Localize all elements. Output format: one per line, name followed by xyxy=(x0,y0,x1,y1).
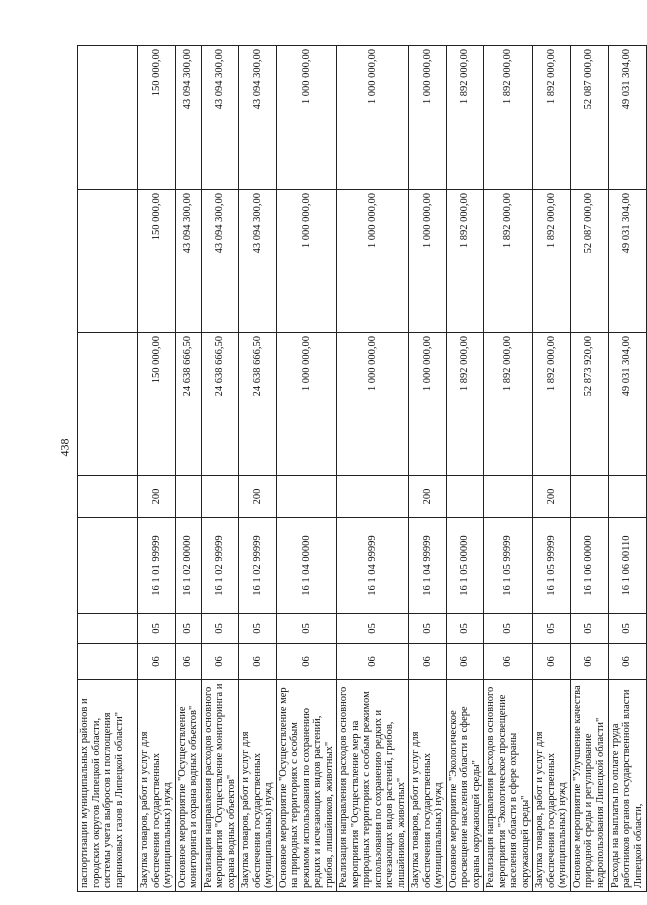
table-row xyxy=(276,46,337,892)
cell-v2: 43 094 300,00 xyxy=(239,190,277,333)
cell-vr xyxy=(446,476,484,518)
cell-name: Реализация направления расходов основного мероприятия "Осуществление мер на природных территориях с особым режимом использования по сохранению редких и исчезающих видов растений, грибов, лишайников, животных" xyxy=(337,680,409,892)
cell-vr: 200 xyxy=(533,476,571,518)
cell-gr: 06 xyxy=(337,644,409,680)
cell-csr: 16 1 05 99999 xyxy=(484,518,533,614)
cell-name: Реализация направления расходов основного мероприятия "Экологическое просвещение населения области в сфере охраны окружающей среды" xyxy=(484,680,533,892)
cell-v1: 1 000 000,00 xyxy=(337,333,409,476)
cell-vr xyxy=(276,476,337,518)
cell-v2: 43 094 300,00 xyxy=(201,190,239,333)
cell-vr xyxy=(570,476,608,518)
cell-vr xyxy=(78,476,138,518)
table-row xyxy=(484,46,533,892)
cell-pr: 05 xyxy=(239,614,277,644)
cell-csr: 16 1 02 99999 xyxy=(239,518,277,614)
cell-vr xyxy=(484,476,533,518)
cell-v3: 1 892 000,00 xyxy=(484,46,533,190)
cell-name: Закупка товаров, работ и услуг для обеспечения государственных (муниципальных) нужд xyxy=(409,680,447,892)
cell-v3: 1 000 000,00 xyxy=(409,46,447,190)
cell-csr xyxy=(78,518,138,614)
cell-name: Основное мероприятие "Улучшение качества природной среды и регулирование недропользования Липецкой области" xyxy=(570,680,608,892)
table-row xyxy=(446,46,484,892)
cell-gr xyxy=(78,644,138,680)
cell-v1: 1 892 000,00 xyxy=(446,333,484,476)
cell-gr: 06 xyxy=(239,644,277,680)
cell-pr: 05 xyxy=(409,614,447,644)
cell-pr: 05 xyxy=(201,614,239,644)
cell-csr: 16 1 02 00000 xyxy=(175,518,201,614)
budget-table xyxy=(77,45,647,892)
cell-vr: 200 xyxy=(239,476,277,518)
cell-v2: 1 892 000,00 xyxy=(446,190,484,333)
table-row xyxy=(201,46,239,892)
cell-gr: 06 xyxy=(409,644,447,680)
cell-name: Закупка товаров, работ и услуг для обеспечения государственных (муниципальных) нужд xyxy=(239,680,277,892)
cell-pr: 05 xyxy=(608,614,646,644)
cell-v2: 1 892 000,00 xyxy=(484,190,533,333)
cell-name: Закупка товаров, работ и услуг для обеспечения государственных (муниципальных) нужд xyxy=(533,680,571,892)
cell-pr: 05 xyxy=(138,614,176,644)
cell-pr: 05 xyxy=(570,614,608,644)
cell-v1: 24 638 666,50 xyxy=(175,333,201,476)
cell-pr: 05 xyxy=(337,614,409,644)
cell-v1: 49 031 304,00 xyxy=(608,333,646,476)
cell-name: Реализация направления расходов основного мероприятия "Осуществление мониторинга и охрана водных объектов" xyxy=(201,680,239,892)
cell-v3: 43 094 300,00 xyxy=(175,46,201,190)
cell-vr: 200 xyxy=(409,476,447,518)
cell-v1: 1 000 000,00 xyxy=(409,333,447,476)
cell-v1: 52 873 920,00 xyxy=(570,333,608,476)
cell-gr: 06 xyxy=(533,644,571,680)
cell-v3: 43 094 300,00 xyxy=(201,46,239,190)
cell-name: паспортизации муниципальных районов и городских округов Липецкой области, системы учета выбросов и поглощения парниковых газов в Липецкой области" xyxy=(78,680,138,892)
cell-v2: 1 000 000,00 xyxy=(409,190,447,333)
cell-vr: 200 xyxy=(138,476,176,518)
cell-name: Основное мероприятие "Осуществление мер на природных территориях с особым режимом использования по сохранению редких и исчезающих видов растений, грибов, лишайников, животных" xyxy=(276,680,337,892)
cell-v3: 1 892 000,00 xyxy=(533,46,571,190)
cell-v3: 1 892 000,00 xyxy=(446,46,484,190)
page-number: 438 xyxy=(57,438,72,457)
cell-v1: 1 892 000,00 xyxy=(484,333,533,476)
cell-v1: 150 000,00 xyxy=(138,333,176,476)
table-row xyxy=(337,46,409,892)
cell-csr: 16 1 04 99999 xyxy=(337,518,409,614)
table-body xyxy=(78,46,647,892)
rotated-page xyxy=(77,46,644,892)
cell-name: Расходы на выплаты по оплате труда работников органов государственной власти Липецкой области, xyxy=(608,680,646,892)
cell-v2: 1 000 000,00 xyxy=(276,190,337,333)
cell-v3: 150 000,00 xyxy=(138,46,176,190)
cell-vr xyxy=(608,476,646,518)
cell-v1: 24 638 666,50 xyxy=(201,333,239,476)
cell-pr xyxy=(78,614,138,644)
cell-v1 xyxy=(78,333,138,476)
cell-pr: 05 xyxy=(175,614,201,644)
cell-gr: 06 xyxy=(138,644,176,680)
cell-v1: 1 892 000,00 xyxy=(533,333,571,476)
cell-v3: 1 000 000,00 xyxy=(337,46,409,190)
table-row xyxy=(608,46,646,892)
cell-v3: 1 000 000,00 xyxy=(276,46,337,190)
cell-gr: 06 xyxy=(570,644,608,680)
cell-v2: 43 094 300,00 xyxy=(175,190,201,333)
cell-csr: 16 1 01 99999 xyxy=(138,518,176,614)
cell-name: Закупка товаров, работ и услуг для обеспечения государственных (муниципальных) нужд xyxy=(138,680,176,892)
cell-v2: 1 892 000,00 xyxy=(533,190,571,333)
cell-v2: 1 000 000,00 xyxy=(337,190,409,333)
cell-vr xyxy=(337,476,409,518)
cell-csr: 16 1 02 99999 xyxy=(201,518,239,614)
cell-gr: 06 xyxy=(446,644,484,680)
cell-v1: 24 638 666,50 xyxy=(239,333,277,476)
cell-v3: 52 087 000,00 xyxy=(570,46,608,190)
cell-csr: 16 1 06 00110 xyxy=(608,518,646,614)
cell-v2: 49 031 304,00 xyxy=(608,190,646,333)
cell-pr: 05 xyxy=(276,614,337,644)
table-row xyxy=(570,46,608,892)
cell-vr xyxy=(175,476,201,518)
cell-v2: 150 000,00 xyxy=(138,190,176,333)
cell-v3 xyxy=(78,46,138,190)
cell-csr: 16 1 04 00000 xyxy=(276,518,337,614)
cell-csr: 16 1 04 99999 xyxy=(409,518,447,614)
cell-pr: 05 xyxy=(484,614,533,644)
cell-name: Основное мероприятие "Осуществление мониторинга и охрана водных объектов" xyxy=(175,680,201,892)
table-row xyxy=(409,46,447,892)
table-row xyxy=(533,46,571,892)
cell-gr: 06 xyxy=(276,644,337,680)
cell-name: Основное мероприятие "Экологическое просвещение населения области в сфере охраны окружающей среды" xyxy=(446,680,484,892)
cell-gr: 06 xyxy=(201,644,239,680)
cell-csr: 16 1 06 00000 xyxy=(570,518,608,614)
table-row xyxy=(239,46,277,892)
cell-gr: 06 xyxy=(175,644,201,680)
table-row xyxy=(138,46,176,892)
cell-v1: 1 000 000,00 xyxy=(276,333,337,476)
cell-v2: 52 087 000,00 xyxy=(570,190,608,333)
cell-gr: 06 xyxy=(608,644,646,680)
cell-v3: 43 094 300,00 xyxy=(239,46,277,190)
cell-gr: 06 xyxy=(484,644,533,680)
cell-pr: 05 xyxy=(533,614,571,644)
cell-pr: 05 xyxy=(446,614,484,644)
cell-v2 xyxy=(78,190,138,333)
cell-v3: 49 031 304,00 xyxy=(608,46,646,190)
cell-csr: 16 1 05 99999 xyxy=(533,518,571,614)
table-row xyxy=(78,46,138,892)
table-row xyxy=(175,46,201,892)
cell-csr: 16 1 05 00000 xyxy=(446,518,484,614)
cell-vr xyxy=(201,476,239,518)
